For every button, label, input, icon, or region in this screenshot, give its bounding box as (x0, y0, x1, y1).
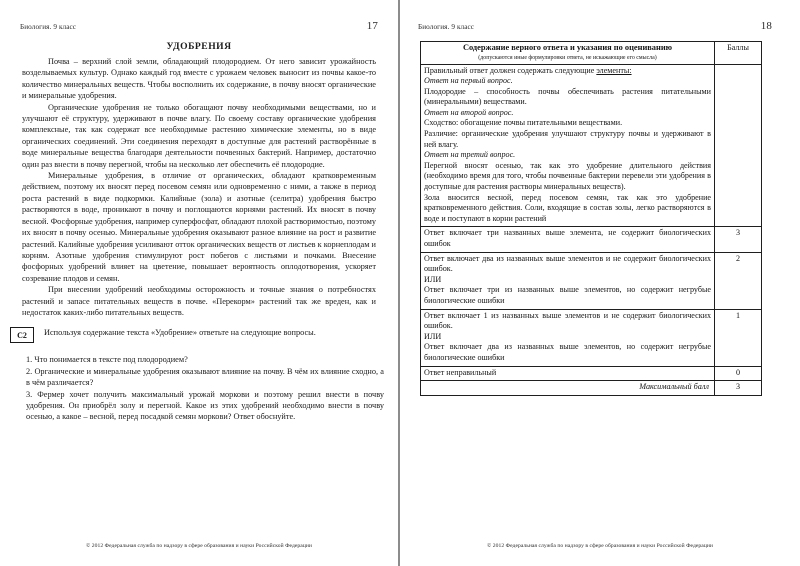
question-list (26, 354, 384, 422)
left-running-head-title: Биология. 9 класс (20, 23, 77, 31)
answer-line: Перегной вносят осенью, так как это удобрение длительного действия (необходимо время для того, чтобы почвенные бактерии перевели эти удобрения в доступные для растения растворы минеральных веществ). (424, 160, 711, 192)
answer-line: Плодородие – способность почвы обеспечивать растения питательными (минеральными) веществами. (424, 86, 711, 107)
criterion-cell (421, 366, 715, 381)
paragraph: Минеральные удобрения, в отличие от органических, обладают кратковременным действием, поэтому их вносят перед посевом семян или одновременно с ними, а также в период роста растений в виде подкормки. Калийные (зола) и азотные (селитра) удобрения быстро растворяются в воде, проникают в почву и поглощаются корнями растений. Их вносят в почву весной. Фосфорные удобрения, например суперфосфат, обладают плохой растворимостью, поэтому их вносят в почву осенью. Минеральные удобрения оказывают разное влияние на рост и развитие растений. Калийные удобрения усиливают отток органических веществ от листьев к корнеплодам и корням. Азотные удобрения стимулируют рост побегов с листьями и почками. Внесение фосфорных удобрений влияет на цветение, повышает вероятность оплодотворения, ускоряет созревание плодов и семян. (22, 171, 376, 283)
score-cell: 3 (715, 227, 762, 252)
list-item: 1. Что понимается в тексте под плодородием? (26, 355, 188, 365)
right-page-number: 18 (760, 20, 772, 32)
page-right (400, 0, 800, 566)
task-instruction: Используя содержание текста «Удобрение» ответьте на следующие вопросы. (44, 328, 316, 338)
criterion-line: Ответ включает три из названных выше элементов, но содержит негрубые биологические ошибки (424, 285, 711, 305)
answer-line: Различие: органические удобрения улучшают структуру почвы и удерживают в ней влагу. (424, 129, 711, 149)
answer-line: Зола вносится весной, перед посевом семян, так как это удобрение кратковременного действия. Соли, входящие в состав золы, легко растворяются в воде и поступают в корни растений (424, 192, 711, 223)
table-row (421, 252, 762, 309)
grading-table (420, 41, 762, 396)
criterion-cell (421, 252, 715, 309)
criterion-cell (421, 309, 715, 366)
criterion-line: Ответ включает два из названных выше элементов и не содержит биологических ошибок. (424, 253, 711, 274)
answer-line: Ответ на первый вопрос. (424, 76, 513, 86)
criterion-line: ИЛИ (424, 331, 442, 341)
max-score-label: Максимальный балл (421, 381, 715, 396)
paragraph: Почва – верхний слой земли, обладающий плодородием. От него зависит урожайность возделываемых культур. Однако каждый год вместе с урожаем человек выносит из почвы какое-то количество минеральных веществ. Чтобы восполнить их содержание, в почву вносят органические и минеральные удобрения. (22, 57, 376, 101)
answer-line-text: Правильный ответ должен содержать следующие (424, 65, 597, 75)
answer-line: Ответ на второй вопрос. (424, 107, 514, 117)
max-score-value: 3 (715, 381, 762, 396)
table-body (421, 64, 762, 395)
task-c2 (10, 327, 384, 343)
right-running-head-title: Биология. 9 класс (418, 23, 475, 31)
answer-line: Сходство: обогащение почвы питательными веществами. (424, 118, 623, 128)
answer-line-underlined: элементы: (596, 65, 632, 75)
criterion-line: Ответ неправильный (424, 367, 497, 377)
list-item: 2. Органические и минеральные удобрения оказывают влияние на почву. В чём их влияние сходно, а в чём различается? (26, 366, 384, 388)
answer-line (424, 66, 711, 77)
header-cell-content (421, 42, 715, 65)
criterion-line: Ответ включает 1 из названных выше элементов и не содержит биологических ошибок. (424, 310, 711, 331)
header-cell-score: Баллы (715, 42, 762, 65)
table-header-row (421, 42, 762, 65)
page-left (0, 0, 398, 566)
criterion-cell (421, 227, 715, 252)
score-cell: 1 (715, 309, 762, 366)
score-cell: 0 (715, 366, 762, 381)
page-title: УДОБРЕНИЯ (166, 41, 232, 52)
table-row (421, 64, 762, 227)
criterion-line: Ответ включает три названных выше элемента, не содержит биологических ошибок (424, 228, 711, 248)
criterion-line: ИЛИ (424, 274, 442, 284)
table-row (421, 309, 762, 366)
right-footer: © 2012 Федеральная служба по надзору в сфере образования и науки Российской Федерации (487, 543, 713, 549)
left-page-number: 17 (366, 20, 378, 32)
score-cell (715, 64, 762, 227)
answer-content-cell (421, 64, 715, 227)
left-footer: © 2012 Федеральная служба по надзору в сфере образования и науки Российской Федерации (86, 543, 312, 549)
table-row (421, 227, 762, 252)
header-content-main: Содержание верного ответа и указания по оцениванию (462, 43, 673, 52)
task-code-badge: C2 (10, 327, 34, 343)
left-body-column (22, 56, 376, 318)
table-row-max-score (421, 381, 762, 396)
answer-line: Ответ на третий вопрос. (424, 150, 516, 160)
table-row (421, 366, 762, 381)
score-cell: 2 (715, 252, 762, 309)
paragraph: При внесении удобрений необходимы осторожность и точные знания о потребностях растений и запасе питательных веществ в почве. «Перекорм» растений так же вреден, как и недостаток каких-либо питательных веществ. (22, 285, 376, 317)
list-item: 3. Фермер хочет получить максимальный урожай моркови и поэтому решил внести в почву удобрения. Он приобрёл золу и перегной. Какое из этих удобрений необходимо внести в почву осенью, а какое – весной, перед посадкой семян моркови? Ответ обоснуйте. (26, 389, 384, 422)
criterion-line: Ответ включает два из названных выше элементов, но содержит негрубые биологические ошибки (424, 342, 711, 362)
left-running-head (20, 20, 378, 32)
header-content-sub: (допускаются иные формулировки ответа, не искажающие его смысла) (478, 54, 657, 61)
paragraph: Органические удобрения не только обогащают почву необходимыми веществами, но и улучшают её структуру, удерживают в почве влагу. По своему составу органические удобрения комплексные, так как содержат все необходимые растению химические элементы, но в виде органических соединений. Эти соединения переходят в доступные для растений растворённые в воде минеральные вещества благодаря деятельности почвенных бактерий. Например, достаточно один раз внести в почву перегной, чтобы на несколько лет обеспечить её плодородие. (22, 102, 376, 169)
right-running-head (418, 20, 772, 32)
